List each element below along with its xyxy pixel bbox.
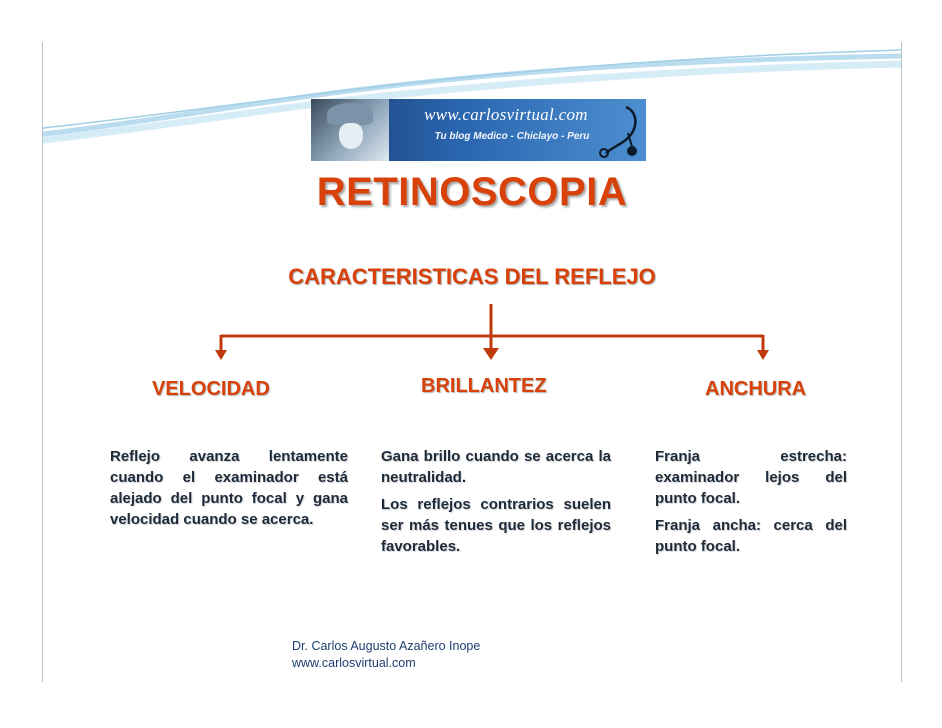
- arrow-velocidad-icon: [215, 350, 227, 360]
- footer: [292, 638, 480, 672]
- description-anchura: [655, 446, 847, 557]
- footer-author: Dr. Carlos Augusto Azañero Inope: [292, 639, 481, 653]
- category-anchura: ANCHURA: [705, 378, 807, 400]
- arrow-anchura-icon: [757, 350, 769, 360]
- description-paragraph: Los reflejos contrarios suelen ser más tenues que los reflejos favorables.: [381, 496, 611, 555]
- page-title: RETINOSCOPIA: [316, 170, 628, 214]
- description-velocidad: [110, 446, 348, 530]
- footer-website: www.carlosvirtual.com: [292, 656, 416, 670]
- branch-diagram: [43, 42, 901, 382]
- description-paragraph: Reflejo avanza lentamente cuando el examinador está alejado del punto focal y gana velocidad cuando se acerca.: [110, 448, 348, 528]
- page-subtitle: CARACTERISTICAS DEL REFLEJO: [288, 264, 656, 289]
- description-paragraph: Gana brillo cuando se acerca la neutralidad.: [381, 448, 611, 486]
- slide: [42, 42, 902, 682]
- category-brillantez: BRILLANTEZ: [421, 375, 547, 397]
- category-velocidad: VELOCIDAD: [152, 378, 270, 400]
- description-paragraph: Franja ancha: cerca del punto focal.: [655, 517, 847, 555]
- arrow-brillantez-icon: [483, 348, 499, 360]
- banner-tagline: Tu blog Medico - Chiclayo - Peru: [434, 131, 590, 142]
- description-brillantez: [381, 446, 611, 557]
- description-paragraph: Franja estrecha: examinador lejos del punto focal.: [655, 448, 847, 507]
- banner-url: www.carlosvirtual.com: [424, 105, 588, 124]
